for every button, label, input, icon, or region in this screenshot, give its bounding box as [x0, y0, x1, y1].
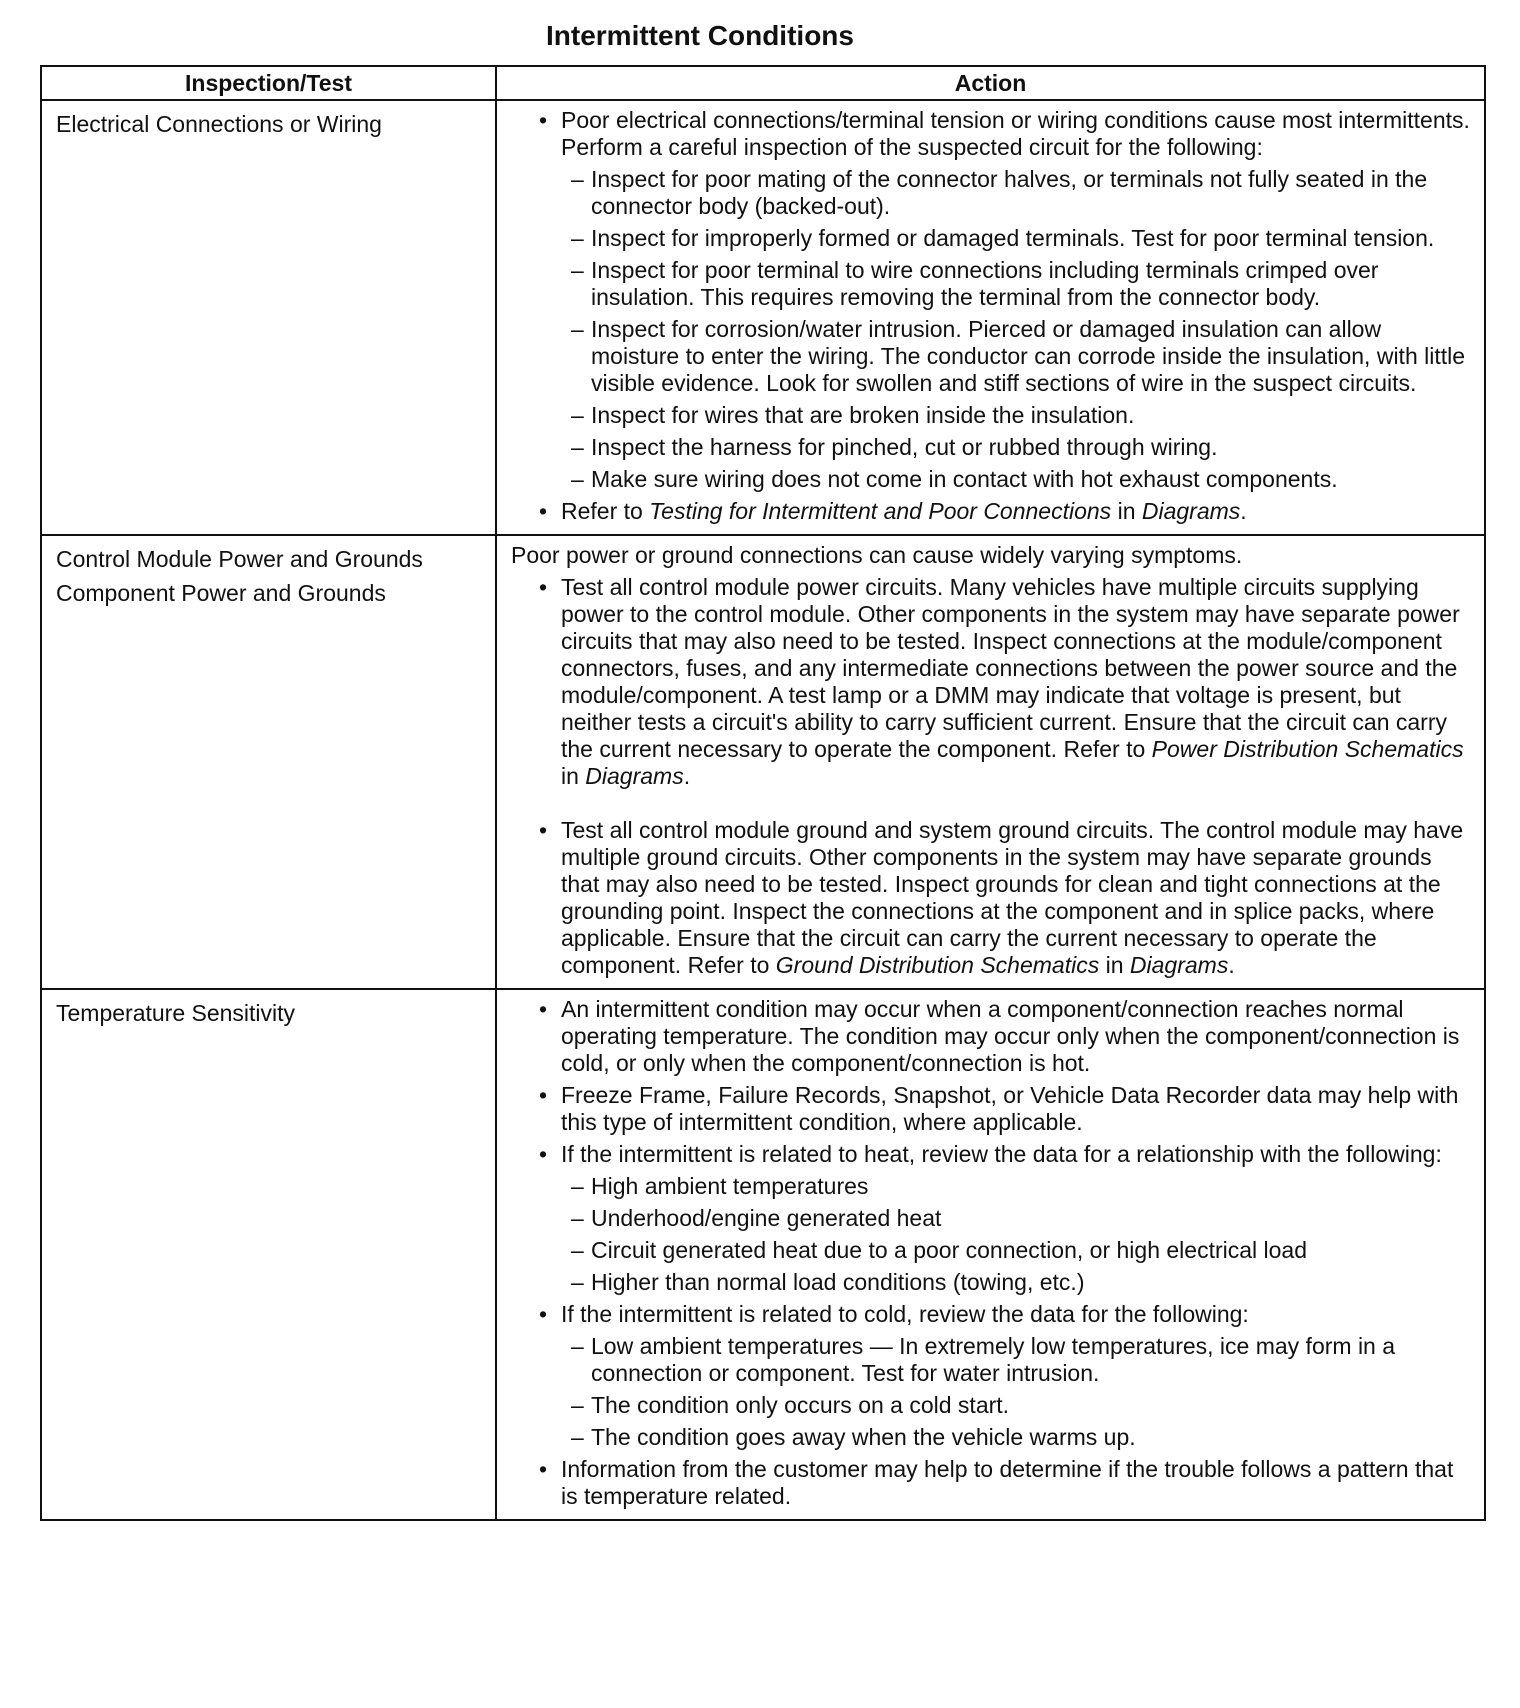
text-segment: in — [561, 763, 586, 789]
bullet-item — [511, 817, 1470, 979]
sub-item: – Low ambient temperatures — In extremely low temperatures, ice may form in a connection or component. Test for water intrusion. — [511, 1333, 1470, 1387]
sub-item: – Inspect for poor mating of the connector halves, or terminals not fully seated in the connector body (backed-out). — [511, 166, 1470, 220]
sub-item: – Circuit generated heat due to a poor connection, or high electrical load — [511, 1237, 1470, 1264]
bullet-item — [511, 574, 1470, 790]
intermittent-conditions-table — [40, 65, 1486, 1521]
sub-item: – Inspect the harness for pinched, cut or rubbed through wiring. — [511, 434, 1470, 461]
reference-doc: Diagrams — [585, 763, 684, 789]
bullet-item: • Freeze Frame, Failure Records, Snapshot, or Vehicle Data Recorder data may help with this type of intermittent condition, where applicable. — [511, 1082, 1470, 1136]
sub-item: – Inspect for wires that are broken inside the insulation. — [511, 402, 1470, 429]
header-action: Action — [496, 66, 1485, 100]
bullet-item: • Poor electrical connections/terminal tension or wiring conditions cause most intermittents. Perform a careful inspection of the suspected circuit for the following: — [511, 107, 1470, 161]
bullet-item: • If the intermittent is related to heat, review the data for a relationship with the following: — [511, 1141, 1470, 1168]
text-segment: Test all control module power circuits. Many vehicles have multiple circuits supplying power to the control module. Other components in the system may have separate power circuits that may also need to be tested. Inspect connections at the module/component connectors, fuses, and any intermediate connections between the power source and the module/component. A test lamp or a DMM may indicate that voltage is present, but neither tests a circuit's ability to carry sufficient current. Ensure that the circuit can carry the current necessary to operate the component. Refer to — [561, 574, 1460, 762]
text-segment: in — [1099, 952, 1130, 978]
sub-item: – Higher than normal load conditions (towing, etc.) — [511, 1269, 1470, 1296]
text-segment: Refer to — [561, 498, 650, 524]
inspection-cell — [41, 535, 496, 989]
inspection-cell — [41, 100, 496, 535]
reference-title: Ground Distribution Schematics — [775, 952, 1100, 978]
sub-item: – Inspect for corrosion/water intrusion. Pierced or damaged insulation can allow moisture to enter the wiring. The conductor can corrode inside the insulation, with little visible evidence. Look for swollen and stiff sections of wire in the suspect circuits. — [511, 316, 1470, 397]
table-row — [41, 535, 1485, 989]
sub-item: – Underhood/engine generated heat — [511, 1205, 1470, 1232]
bullet-item: • Information from the customer may help to determine if the trouble follows a pattern that is temperature related. — [511, 1456, 1470, 1510]
sub-item: – Inspect for poor terminal to wire connections including terminals crimped over insulation. This requires removing the terminal from the connector body. — [511, 257, 1470, 311]
reference-doc: Diagrams — [1141, 498, 1241, 524]
header-inspection: Inspection/Test — [41, 66, 496, 100]
action-cell — [496, 535, 1485, 989]
sub-item: – Inspect for improperly formed or damaged terminals. Test for poor terminal tension. — [511, 225, 1470, 252]
sub-item: – The condition goes away when the vehicle warms up. — [511, 1424, 1470, 1451]
inspection-label: Control Module Power and Grounds — [56, 546, 423, 572]
sub-item: – Make sure wiring does not come in contact with hot exhaust components. — [511, 466, 1470, 493]
sub-item: – High ambient temperatures — [511, 1173, 1470, 1200]
reference-doc: Diagrams — [1129, 952, 1229, 978]
inspection-label: Component Power and Grounds — [56, 580, 386, 606]
text-segment: . — [1240, 498, 1247, 524]
bullet-item: • If the intermittent is related to cold, review the data for the following: — [511, 1301, 1470, 1328]
sub-item: – The condition only occurs on a cold start. — [511, 1392, 1470, 1419]
text-segment: . — [683, 763, 691, 789]
spacer — [511, 795, 1470, 817]
reference-title: Testing for Intermittent and Poor Connections — [649, 498, 1112, 524]
page-title: Intermittent Conditions — [546, 20, 854, 51]
bullet-item — [511, 498, 1470, 525]
table-row — [41, 989, 1485, 1520]
table-header-row — [41, 66, 1485, 100]
text-segment: Test all control module ground and system ground circuits. The control module may have multiple ground circuits. Other components in the system may have separate grounds that may also need to be tested. Inspect grounds for clean and tight connections at the grounding point. Inspect the connections at the component and in splice packs, where applicable. Ensure that the circuit can carry the current necessary to operate the component. Refer to — [561, 817, 1464, 978]
action-cell — [496, 100, 1485, 535]
table-body — [41, 100, 1485, 1520]
inspection-label: Temperature Sensitivity — [56, 1000, 296, 1026]
inspection-cell — [41, 989, 496, 1520]
action-cell — [496, 989, 1485, 1520]
table-row — [41, 100, 1485, 535]
bullet-item: • An intermittent condition may occur when a component/connection reaches normal operating temperature. The condition may occur only when the component/connection is cold, or only when the component/connection is hot. — [511, 996, 1470, 1077]
text-segment: . — [1228, 952, 1235, 978]
intro-text: Poor power or ground connections can cause widely varying symptoms. — [511, 542, 1243, 568]
inspection-label: Electrical Connections or Wiring — [56, 111, 382, 137]
text-segment: in — [1111, 498, 1142, 524]
reference-title: Power Distribution Schematics — [1151, 736, 1464, 762]
